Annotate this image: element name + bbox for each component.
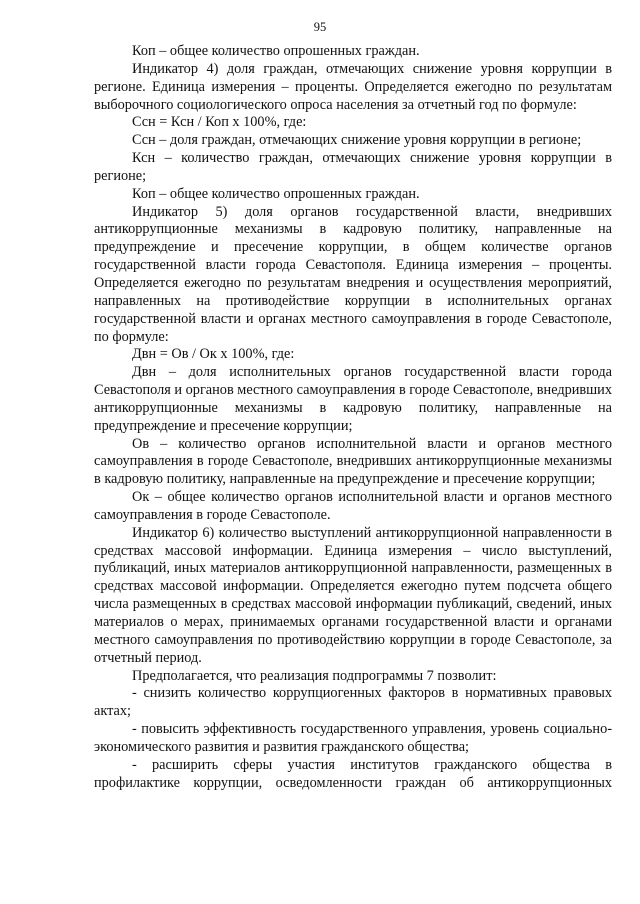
list-item: - повысить эффективность государственного управления, уровень социально-экономического развития и развития гражданского общества; <box>94 721 612 755</box>
document-body <box>94 43 612 792</box>
csn-definition: Ссн – доля граждан, отмечающих снижение уровня коррупции в регионе; <box>132 132 582 149</box>
ok-definition: Ок – общее количество органов исполнительной власти и органов местного самоуправления в городе Севастополе. <box>94 489 612 523</box>
formula-dvn: Двн = Ов / Ок х 100%, где: <box>132 346 295 363</box>
indicator-5-paragraph: Индикатор 5) доля органов государственной власти, внедривших антикоррупционные механизмы в кадровую политику, направленные на предупреждение и пресечение коррупции, в общем количестве органов государственной власти города Севастополя. Единица измерения – проценты. Определяется ежегодно по результатам внедрения и осуществления мероприятий, направленных на противодействие коррупции в исполнительных органах государственной власти и органах местного самоуправления в городе Севастополе, по формуле: <box>94 203 612 345</box>
page-number: 95 <box>313 20 327 34</box>
kop-definition: Коп – общее количество опрошенных граждан. <box>132 43 420 59</box>
ov-definition: Ов – количество органов исполнительной власти и органов местного самоуправления в городе Севастополе, внедривших антикоррупционные механизмы в кадровую политику, направленные на предупреждение и пресечение коррупции; <box>94 435 612 488</box>
ksn-definition: Ксн – количество граждан, отмечающих снижение уровня коррупции в регионе; <box>94 150 612 184</box>
list-item: - снизить количество коррупциогенных факторов в нормативных правовых актах; <box>94 685 612 720</box>
formula-csn: Ссн = Ксн / Коп х 100%, где: <box>132 114 307 131</box>
expected-results-intro: Предполагается, что реализация подпрограммы 7 позволит: <box>132 667 497 684</box>
kop-definition-repeat: Коп – общее количество опрошенных граждан. <box>132 185 420 202</box>
list-item: - расширить сферы участия институтов гражданского общества в профилактике коррупции, осведомленности граждан об антикоррупционных <box>94 756 612 791</box>
dvn-definition: Двн – доля исполнительных органов государственной власти города Севастополя и органов местного самоуправления в городе Севастополе, внедривших антикоррупционные механизмы в кадровую политику, направленные на предупреждение и пресечение коррупции; <box>94 364 612 434</box>
indicator-4-paragraph: Индикатор 4) доля граждан, отмечающих снижение уровня коррупции в регионе. Единица измерения – проценты. Определяется ежегодно по результатам выборочного социологического опроса населения за отчетный год по формуле: <box>94 60 612 113</box>
indicator-6-paragraph: Индикатор 6) количество выступлений антикоррупционной направленности в средствах массовой информации. Единица измерения – число выступлений, публикаций, иных материалов антикоррупционной направленности, размещенных в средствах массовой информации. Определяется ежегодно путем подсчета общего числа размещенных в средствах массовой информации публикаций, сведений, иных материалов о мерах, принимаемых органами государственной власти и органами местного самоуправления по противодействию коррупции в городе Севастополе, за отчетный период. <box>94 524 612 666</box>
